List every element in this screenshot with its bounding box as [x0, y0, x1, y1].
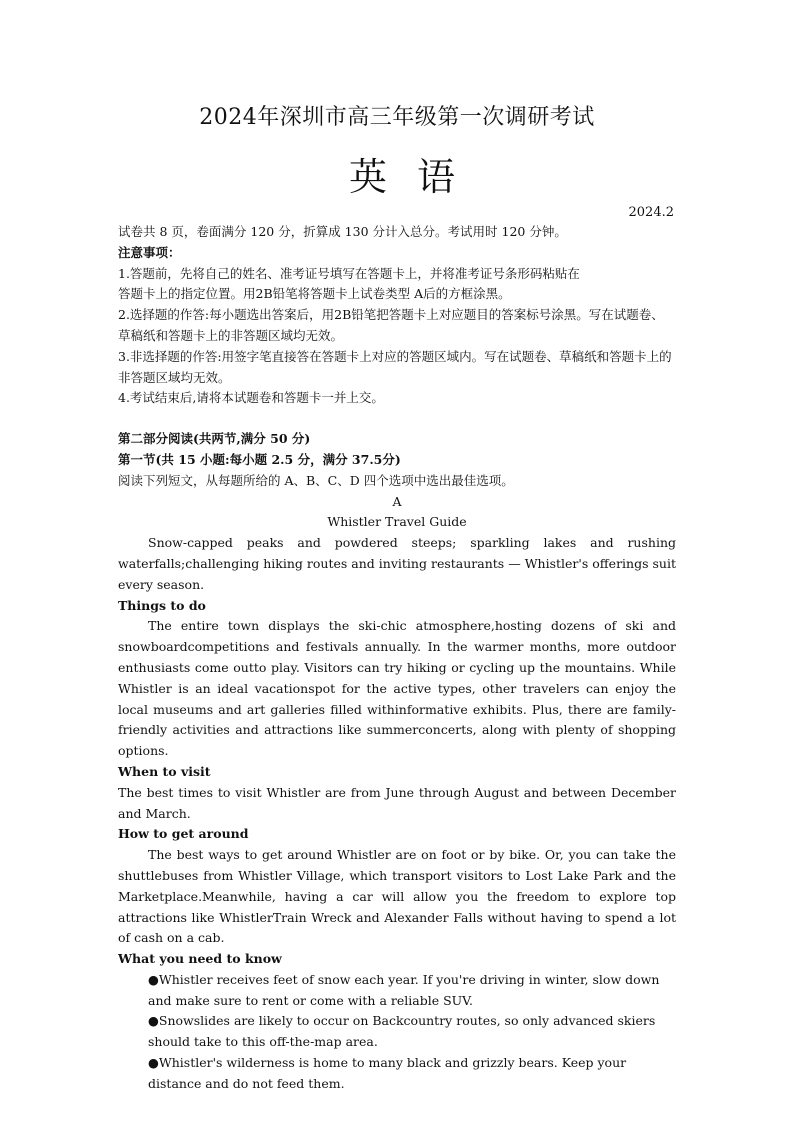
instruction-item: 2.选择题的作答:每小题选出答案后，用2B铅笔把答题卡上对应题目的答案标号涂黑。写在试题卷、草稿纸和答题卡上的非答题区域均无效。 [118, 307, 664, 343]
section-heading-things-to-do: Things to do [118, 597, 206, 613]
section-text-things-to-do: The entire town displays the ski-chic atmosphere,hosting dozens of ski and snowboardcompetitions and festivals annually. In the warmer months, more outdoor enthusiasts come outto play. Visitors can try hiking or cycling up the mountains. While Whistler is an ideal vacationspot for the active types, other travelers can enjoy the local museums and art galleries filled withinformative exhibits. Plus, there are family-friendly activities and attractions like summerconcerts, along with plenty of shopping options. [118, 618, 676, 759]
bullet-item: ●Snowslides are likely to occur on Backcountry routes, so only advanced skiers should take to this off-the-map area. [148, 1013, 656, 1050]
instructions-heading: 注意事项： [118, 244, 181, 260]
section-heading-what-you-need-to-know: What you need to know [118, 951, 282, 967]
passage-label: A [392, 493, 402, 509]
instruction-item: 1.答题前，先将自己的姓名、准考证号填写在答题卡上，并将准考证号条形码粘贴在 [118, 265, 580, 281]
exam-date: 2024.2 [628, 205, 674, 220]
instruction-item: 3.非选择题的作答:用签字笔直接答在答题卡上对应的答题区域内。写在试题卷、草稿纸和答题卡上的非答题区域均无效。 [118, 348, 672, 385]
instruction-item: 答题卡上的指定位置。用2B铅笔将答题卡上试卷类型 A后的方框涂黑。 [118, 286, 511, 302]
subject-title: 英语 [348, 155, 485, 199]
passage-title: Whistler Travel Guide [327, 514, 467, 530]
exam-intro: 试卷共 8 页，卷面满分 120 分，折算成 130 分计入总分。考试用时 120 分钟。 [118, 224, 567, 239]
passage-intro: Snow-capped peaks and powdered steeps; sparkling lakes and rushing waterfalls;challenging hiking routes and inviting restaurants — Whistler's offerings suit every season. [118, 535, 676, 592]
bullet-item: ●Whistler's wilderness is home to many black and grizzly bears. Keep your distance and do not feed them. [148, 1055, 627, 1091]
subsection-heading: 第一节(共 15 小题:每小题 2.5 分，满分 37.5分) [118, 451, 401, 467]
section-text-when-to-visit: The best times to visit Whistler are from June through August and between December and March. [118, 784, 676, 821]
part-heading: 第二部分阅读(共两节,满分 50 分) [118, 431, 311, 447]
instruction-item: 4.考试结束后,请将本试题卷和答题卡一并上交。 [118, 390, 384, 406]
exam-title: 2024年深圳市高三年级第一次调研考试 [199, 105, 595, 130]
page-body [118, 222, 676, 1095]
section-heading-when-to-visit: When to visit [118, 763, 211, 779]
section-text-how-to-get-around: The best ways to get around Whistler are on foot or by bike. Or, you can take the shuttlebuses from Whistler Village, which transport visitors to Lost Lake Park and the Marketplace.Meanwhile, having a car will allow you the freedom to explore top attractions like WhistlerTrain Wreck and Alexander Falls without having to spend a lot of cash on a cab. [118, 847, 676, 946]
bullet-item: ●Whistler receives feet of snow each year. If you're driving in winter, slow down and make sure to rent or come with a reliable SUV. [148, 971, 660, 1008]
section-heading-how-to-get-around: How to get around [118, 826, 249, 842]
directions: 阅读下列短文，从每题所给的 A、B、C、D 四个选项中选出最佳选项。 [118, 472, 514, 488]
